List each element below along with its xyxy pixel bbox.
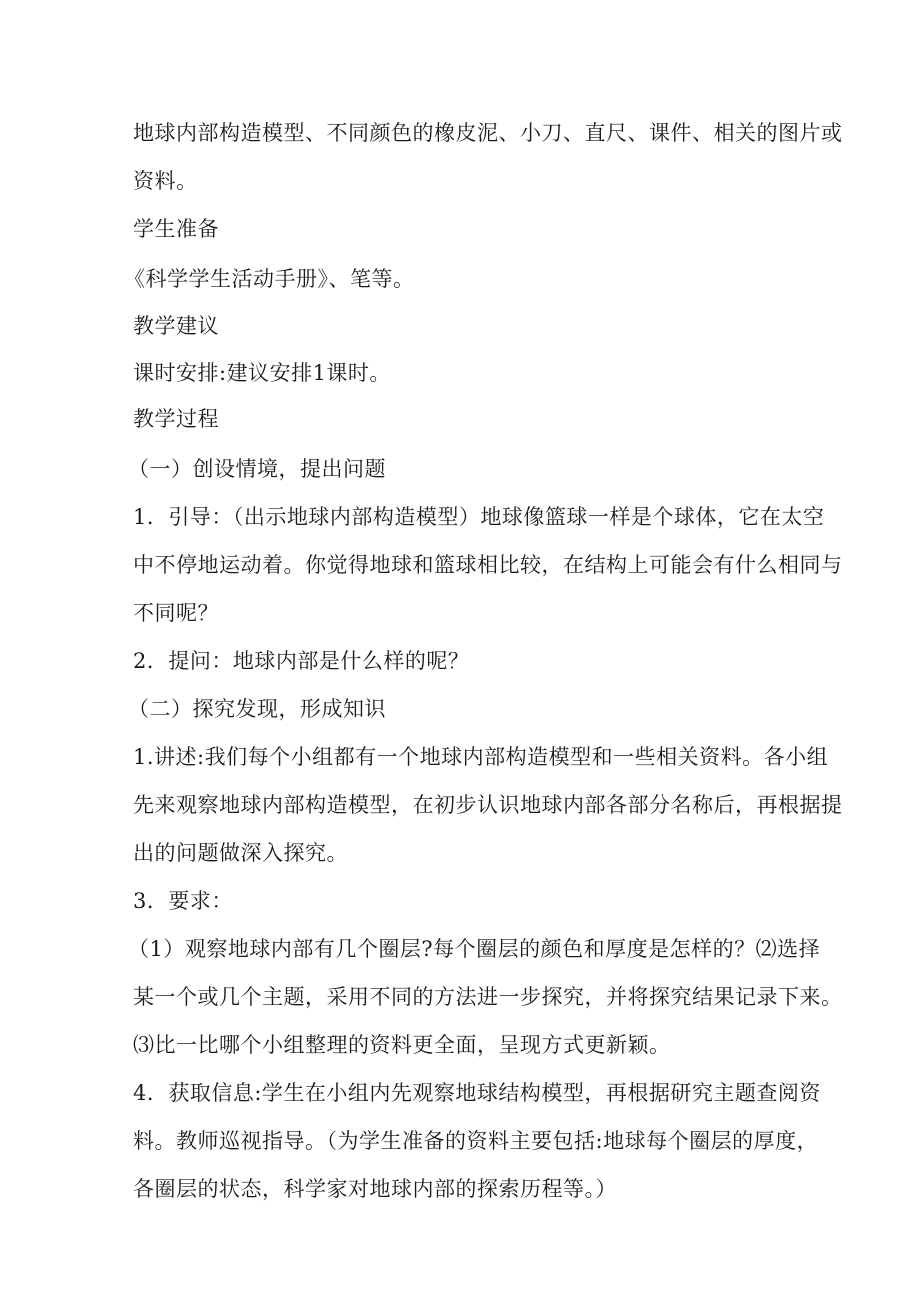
subsection-heading: （一）创设情境，提出问题 — [128, 457, 386, 481]
text-line: 中不停地运动着。你觉得地球和篮球相比较，在结构上可能会有什么相同与 — [133, 553, 843, 577]
text-line: 不同呢？ — [133, 601, 219, 625]
section-heading: 学生准备 — [133, 217, 219, 241]
text-line: 资料。 — [133, 169, 198, 193]
section-heading: 教学过程 — [133, 407, 219, 431]
text-line: 各圈层的状态，科学家对地球内部的探索历程等。） — [133, 1177, 617, 1201]
text-line: 地球内部构造模型、不同颜色的橡皮泥、小刀、直尺、课件、相关的图片或 — [133, 121, 843, 145]
section-heading: 教学建议 — [133, 314, 219, 338]
text-line: 4．获取信息:学生在小组内先观察地球结构模型，再根据研究主题查阅资 — [133, 1081, 821, 1105]
text-line: 《科学学生活动手册》、笔等。 — [124, 267, 415, 291]
text-line: 1．引导：（出示地球内部构造模型）地球像篮球一样是个球体，它在太空 — [133, 505, 825, 529]
text-line: 先来观察地球内部构造模型，在初步认识地球内部各部分名称后，再根据提 — [133, 793, 843, 817]
text-line: 2．提问：地球内部是什么样的呢？ — [133, 649, 470, 673]
text-line: 料。教师巡视指导。（为学生准备的资料主要包括:地球每个圈层的厚度， — [133, 1129, 819, 1153]
text-line: 出的问题做深入探究。 — [133, 841, 348, 865]
text-line: （1）观察地球内部有几个圈层?每个圈层的颜色和厚度是怎样的？⑵选择 — [128, 937, 821, 961]
text-line: 3．要求： — [133, 889, 233, 913]
subsection-heading: （二）探究发现，形成知识 — [128, 697, 386, 721]
text-line: 课时安排:建议安排1课时。 — [133, 361, 391, 385]
text-line: ⑶比一比哪个小组整理的资料更全面，呈现方式更新颖。 — [133, 1033, 671, 1057]
text-line: 1.讲述:我们每个小组都有一个地球内部构造模型和一些相关资料。各小组 — [133, 745, 829, 769]
text-line: 某一个或几个主题，采用不同的方法进一步探究，并将探究结果记录下来。 — [133, 985, 843, 1009]
